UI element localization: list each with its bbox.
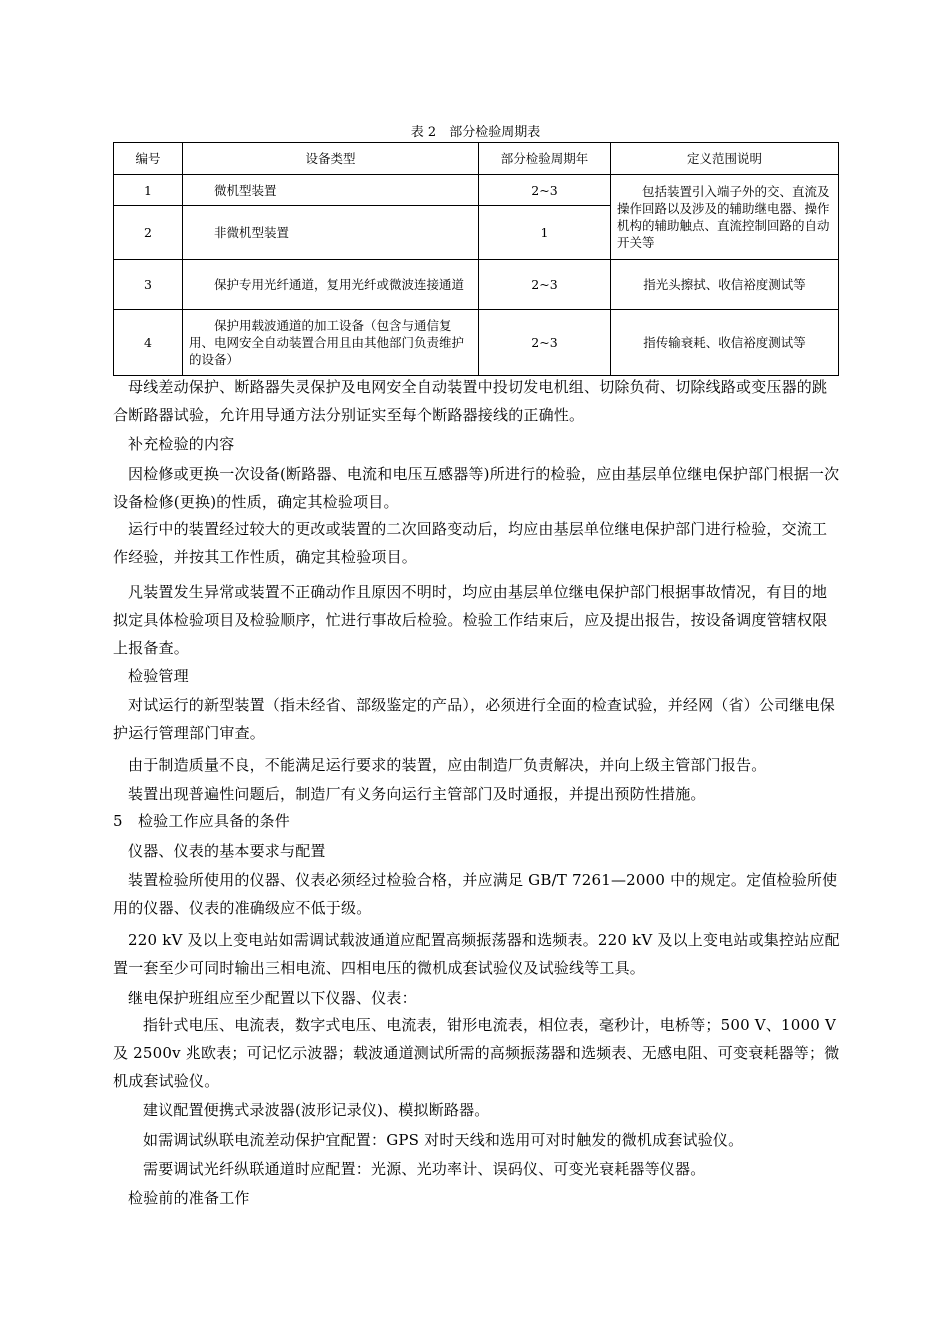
row-definition: 指传输衰耗、收信裕度测试等: [611, 310, 839, 376]
paragraph: 指针式电压、电流表，数字式电压、电流表，钳形电流表，相位表，毫秒计，电桥等；500 V、1000 V 及 2500v 兆欧表；可记忆示波器；载波通道测试所需的高频振荡器和选频表、无感电阻、可变衰耗器等；微机成套试验仪。: [113, 1016, 840, 1090]
row-num: 4: [114, 310, 183, 376]
row-device-type: 微机型装置: [183, 175, 479, 206]
row-num: 2: [114, 206, 183, 260]
table-row: [114, 260, 839, 310]
header-definition: 定义范围说明: [611, 143, 839, 175]
row-num: 1: [114, 175, 183, 206]
paragraph: 需要调试光纤纵联通道时应配置：光源、光功率计、误码仪、可变光衰耗器等仪器。: [143, 1160, 706, 1178]
section-heading: 5 检验工作应具备的条件: [113, 812, 290, 830]
row-device-type: 保护用载波通道的加工设备（包含与通信复用、电网安全自动装置合用且由其他部门负责维护的设备）: [183, 310, 479, 376]
paragraph: 母线差动保护、断路器失灵保护及电网安全自动装置中投切发电机组、切除负荷、切除线路或变压器的跳合断路器试验，允许用导通方法分别证实至每个断路器接线的正确性。: [113, 378, 828, 424]
row-cycle: 2~3: [479, 175, 611, 206]
paragraph: 由于制造质量不良，不能满足运行要求的装置，应由制造厂负责解决，并向上级主管部门报告。: [128, 756, 767, 774]
paragraph: 因检修或更换一次设备(断路器、电流和电压互感器等)所进行的检验，应由基层单位继电保护部门根据一次设备检修(更换)的性质，确定其检验项目。: [113, 465, 840, 511]
paragraph: 运行中的装置经过较大的更改或装置的二次回路变动后，均应由基层单位继电保护部门进行检验，交流工作经验，并按其工作性质，确定其检验项目。: [113, 520, 828, 566]
section-heading: 检验管理: [128, 667, 189, 685]
paragraph: 如需调试纵联电流差动保护宜配置：GPS 对时天线和选用可对时触发的微机成套试验仪。: [143, 1131, 744, 1149]
paragraph: 装置检验所使用的仪器、仪表必须经过检验合格，并应满足 GB/T 7261—2000 中的规定。定值检验所使用的仪器、仪表的准确级应不低于级。: [113, 871, 838, 917]
table-caption: 表 2 部分检验周期表: [410, 125, 541, 140]
row-definition-merged: 包括装置引入端子外的交、直流及操作回路以及涉及的辅助继电器、操作机构的辅助触点、直流控制回路的自动开关等: [611, 175, 839, 260]
section-heading: 补充检验的内容: [128, 435, 235, 453]
paragraph: 凡装置发生异常或装置不正确动作且原因不明时，均应由基层单位继电保护部门根据事故情况，有目的地拟定具体检验项目及检验顺序，忙进行事故后检验。检验工作结束后，应及提出报告，按设备调度管辖权限上报备查。: [113, 583, 828, 657]
row-num: 3: [114, 260, 183, 310]
paragraph: 建议配置便携式录波器(波形记录仪)、模拟断路器。: [143, 1101, 490, 1119]
row-device-type: 保护专用光纤通道，复用光纤或微波连接通道: [183, 260, 479, 310]
section-heading: 仪器、仪表的基本要求与配置: [128, 842, 326, 860]
row-definition: 指光头擦拭、收信裕度测试等: [611, 260, 839, 310]
paragraph: 220 kV 及以上变电站如需调试载波通道应配置高频振荡器和选频表。220 kV 及以上变电站或集控站应配置一套至少可同时输出三相电流、四相电压的微机成套试验仪及试验线等工具。: [113, 931, 840, 977]
paragraph: 继电保护班组应至少配置以下仪器、仪表：: [128, 989, 417, 1007]
header-num: 编号: [114, 143, 183, 175]
row-device-type: 非微机型装置: [183, 206, 479, 260]
row-cycle: 1: [479, 206, 611, 260]
header-cycle: 部分检验周期年: [479, 143, 611, 175]
table-row: [114, 175, 839, 206]
row-cycle: 2~3: [479, 260, 611, 310]
paragraph: 装置出现普遍性问题后，制造厂有义务向运行主管部门及时通报，并提出预防性措施。: [128, 785, 706, 803]
table-row: [114, 310, 839, 376]
table-header-row: [114, 143, 839, 175]
row-cycle: 2~3: [479, 310, 611, 376]
section-heading: 检验前的准备工作: [128, 1189, 250, 1207]
header-device-type: 设备类型: [183, 143, 479, 175]
inspection-cycle-table: [113, 142, 839, 376]
paragraph: 对试运行的新型装置（指未经省、部级鉴定的产品），必须进行全面的检查试验，并经网（省）公司继电保护运行管理部门审查。: [113, 696, 835, 742]
